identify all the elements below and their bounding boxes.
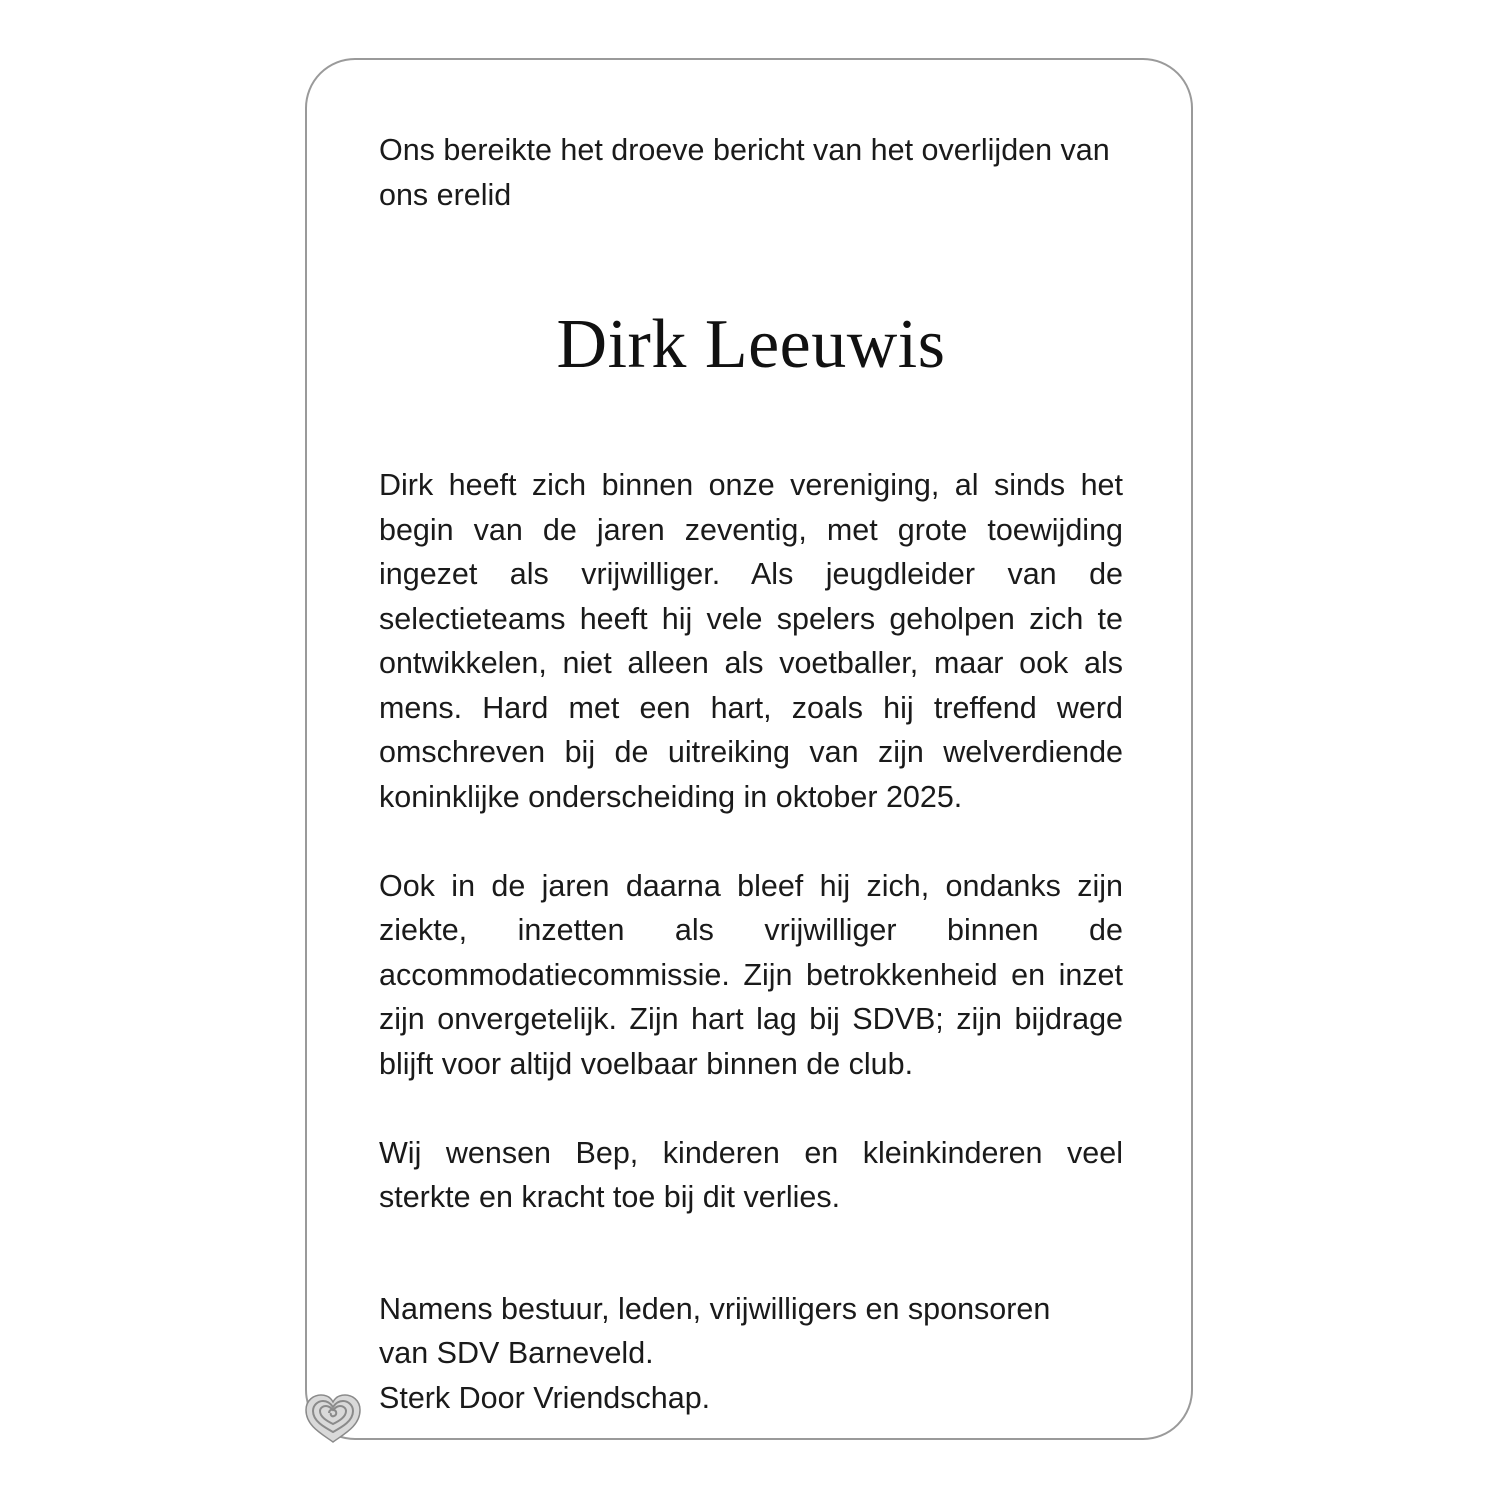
- intro-text: Ons bereikte het droeve bericht van het overlijden van ons erelid: [379, 133, 1110, 212]
- paragraph-tribute: Dirk heeft zich binnen onze vereniging, al sinds het begin van de jaren zeventig, met grote toewijding ingezet als vrijwilliger. Als jeugdleider van de selectieteams heeft hij vele spelers geholpen zich te ontwikkelen, niet alleen als voetballer, maar ook als mens. Hard met een hart, zoals hij treffend werd omschreven bij de uitreiking van zijn welverdiende koninklijke onderscheiding in oktober 2025.: [379, 468, 1123, 814]
- condolence-card: [305, 58, 1193, 1440]
- paragraph-wishes: Wij wensen Bep, kinderen en kleinkinderen veel sterkte en kracht toe bij dit verlies.: [379, 1135, 1123, 1214]
- closing-line-3: Sterk Door Vriendschap.: [379, 1380, 711, 1415]
- closing-line-2: van SDV Barneveld.: [379, 1336, 654, 1370]
- closing-line-1: Namens bestuur, leden, vrijwilligers en sponsoren: [379, 1291, 1051, 1326]
- paragraph-later-years: Ook in de jaren daarna bleef hij zich, ondanks zijn ziekte, inzetten als vrijwilliger binnen de accommodatiecommissie. Zijn betrokkenheid en inzet zijn onvergetelijk. Zijn hart lag bij SDVB; zijn bijdrage blijft voor altijd voelbaar binnen de club.: [379, 868, 1123, 1081]
- card-content: [379, 128, 1123, 1420]
- deceased-name: Dirk Leeuwis: [556, 306, 946, 383]
- closing-signature: [379, 1287, 1123, 1421]
- heart-rose-icon: [302, 1392, 364, 1444]
